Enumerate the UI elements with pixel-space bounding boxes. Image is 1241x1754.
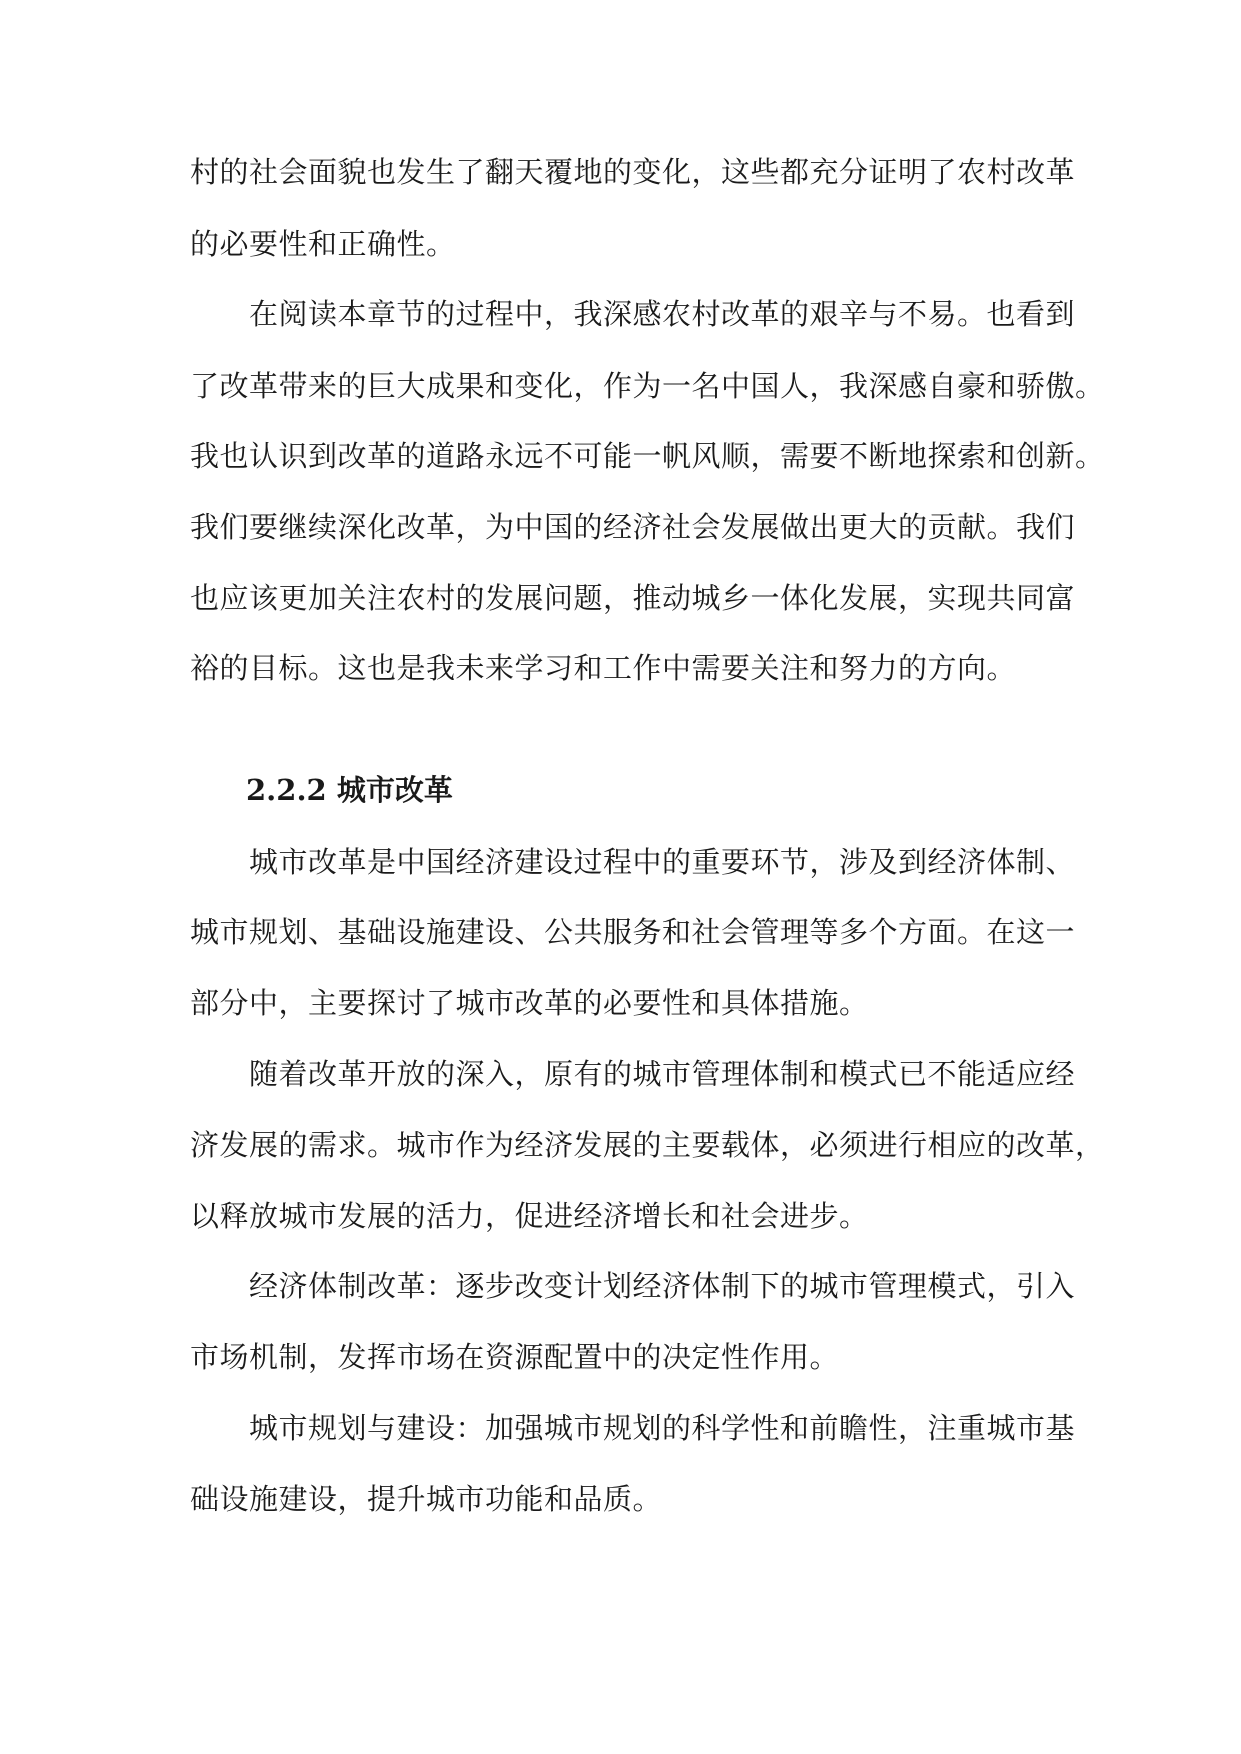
paragraph-first-line: 经济体制改革：逐步改变计划经济体制下的城市管理模式，引入 — [190, 1269, 1076, 1303]
body-text-line: 我们要继续深化改革，为中国的经济社会发展做出更大的贡献。我们 — [190, 510, 1076, 544]
paragraph-first-line: 城市改革是中国经济建设过程中的重要环节，涉及到经济体制、 — [190, 845, 1076, 879]
body-text-line: 部分中，主要探讨了城市改革的必要性和具体措施。 — [190, 986, 869, 1020]
body-text-line: 础设施建设，提升城市功能和品质。 — [190, 1482, 663, 1516]
body-text-line: 济发展的需求。城市作为经济发展的主要载体，必须进行相应的改革， — [190, 1128, 1105, 1162]
section-heading: 2.2.2 城市改革 — [246, 773, 453, 807]
body-text-line: 城市规划、基础设施建设、公共服务和社会管理等多个方面。在这一 — [190, 915, 1076, 949]
body-text-line: 裕的目标。这也是我未来学习和工作中需要关注和努力的方向。 — [190, 651, 1017, 685]
body-text-line: 市场机制，发挥市场在资源配置中的决定性作用。 — [190, 1340, 840, 1374]
body-text-line: 村的社会面貌也发生了翻天覆地的变化，这些都充分证明了农村改革 — [190, 155, 1076, 189]
body-text-line: 的必要性和正确性。 — [190, 227, 456, 261]
paragraph-first-line: 随着改革开放的深入，原有的城市管理体制和模式已不能适应经 — [190, 1057, 1076, 1091]
body-text-line: 了改革带来的巨大成果和变化，作为一名中国人，我深感自豪和骄傲。 — [190, 369, 1105, 403]
body-text-line: 我也认识到改革的道路永远不可能一帆风顺，需要不断地探索和创新。 — [190, 439, 1105, 473]
body-text-line: 以释放城市发展的活力，促进经济增长和社会进步。 — [190, 1199, 869, 1233]
paragraph-first-line: 在阅读本章节的过程中，我深感农村改革的艰辛与不易。也看到 — [190, 297, 1076, 331]
paragraph-first-line: 城市规划与建设：加强城市规划的科学性和前瞻性，注重城市基 — [190, 1411, 1076, 1445]
body-text-line: 也应该更加关注农村的发展问题，推动城乡一体化发展，实现共同富 — [190, 581, 1076, 615]
